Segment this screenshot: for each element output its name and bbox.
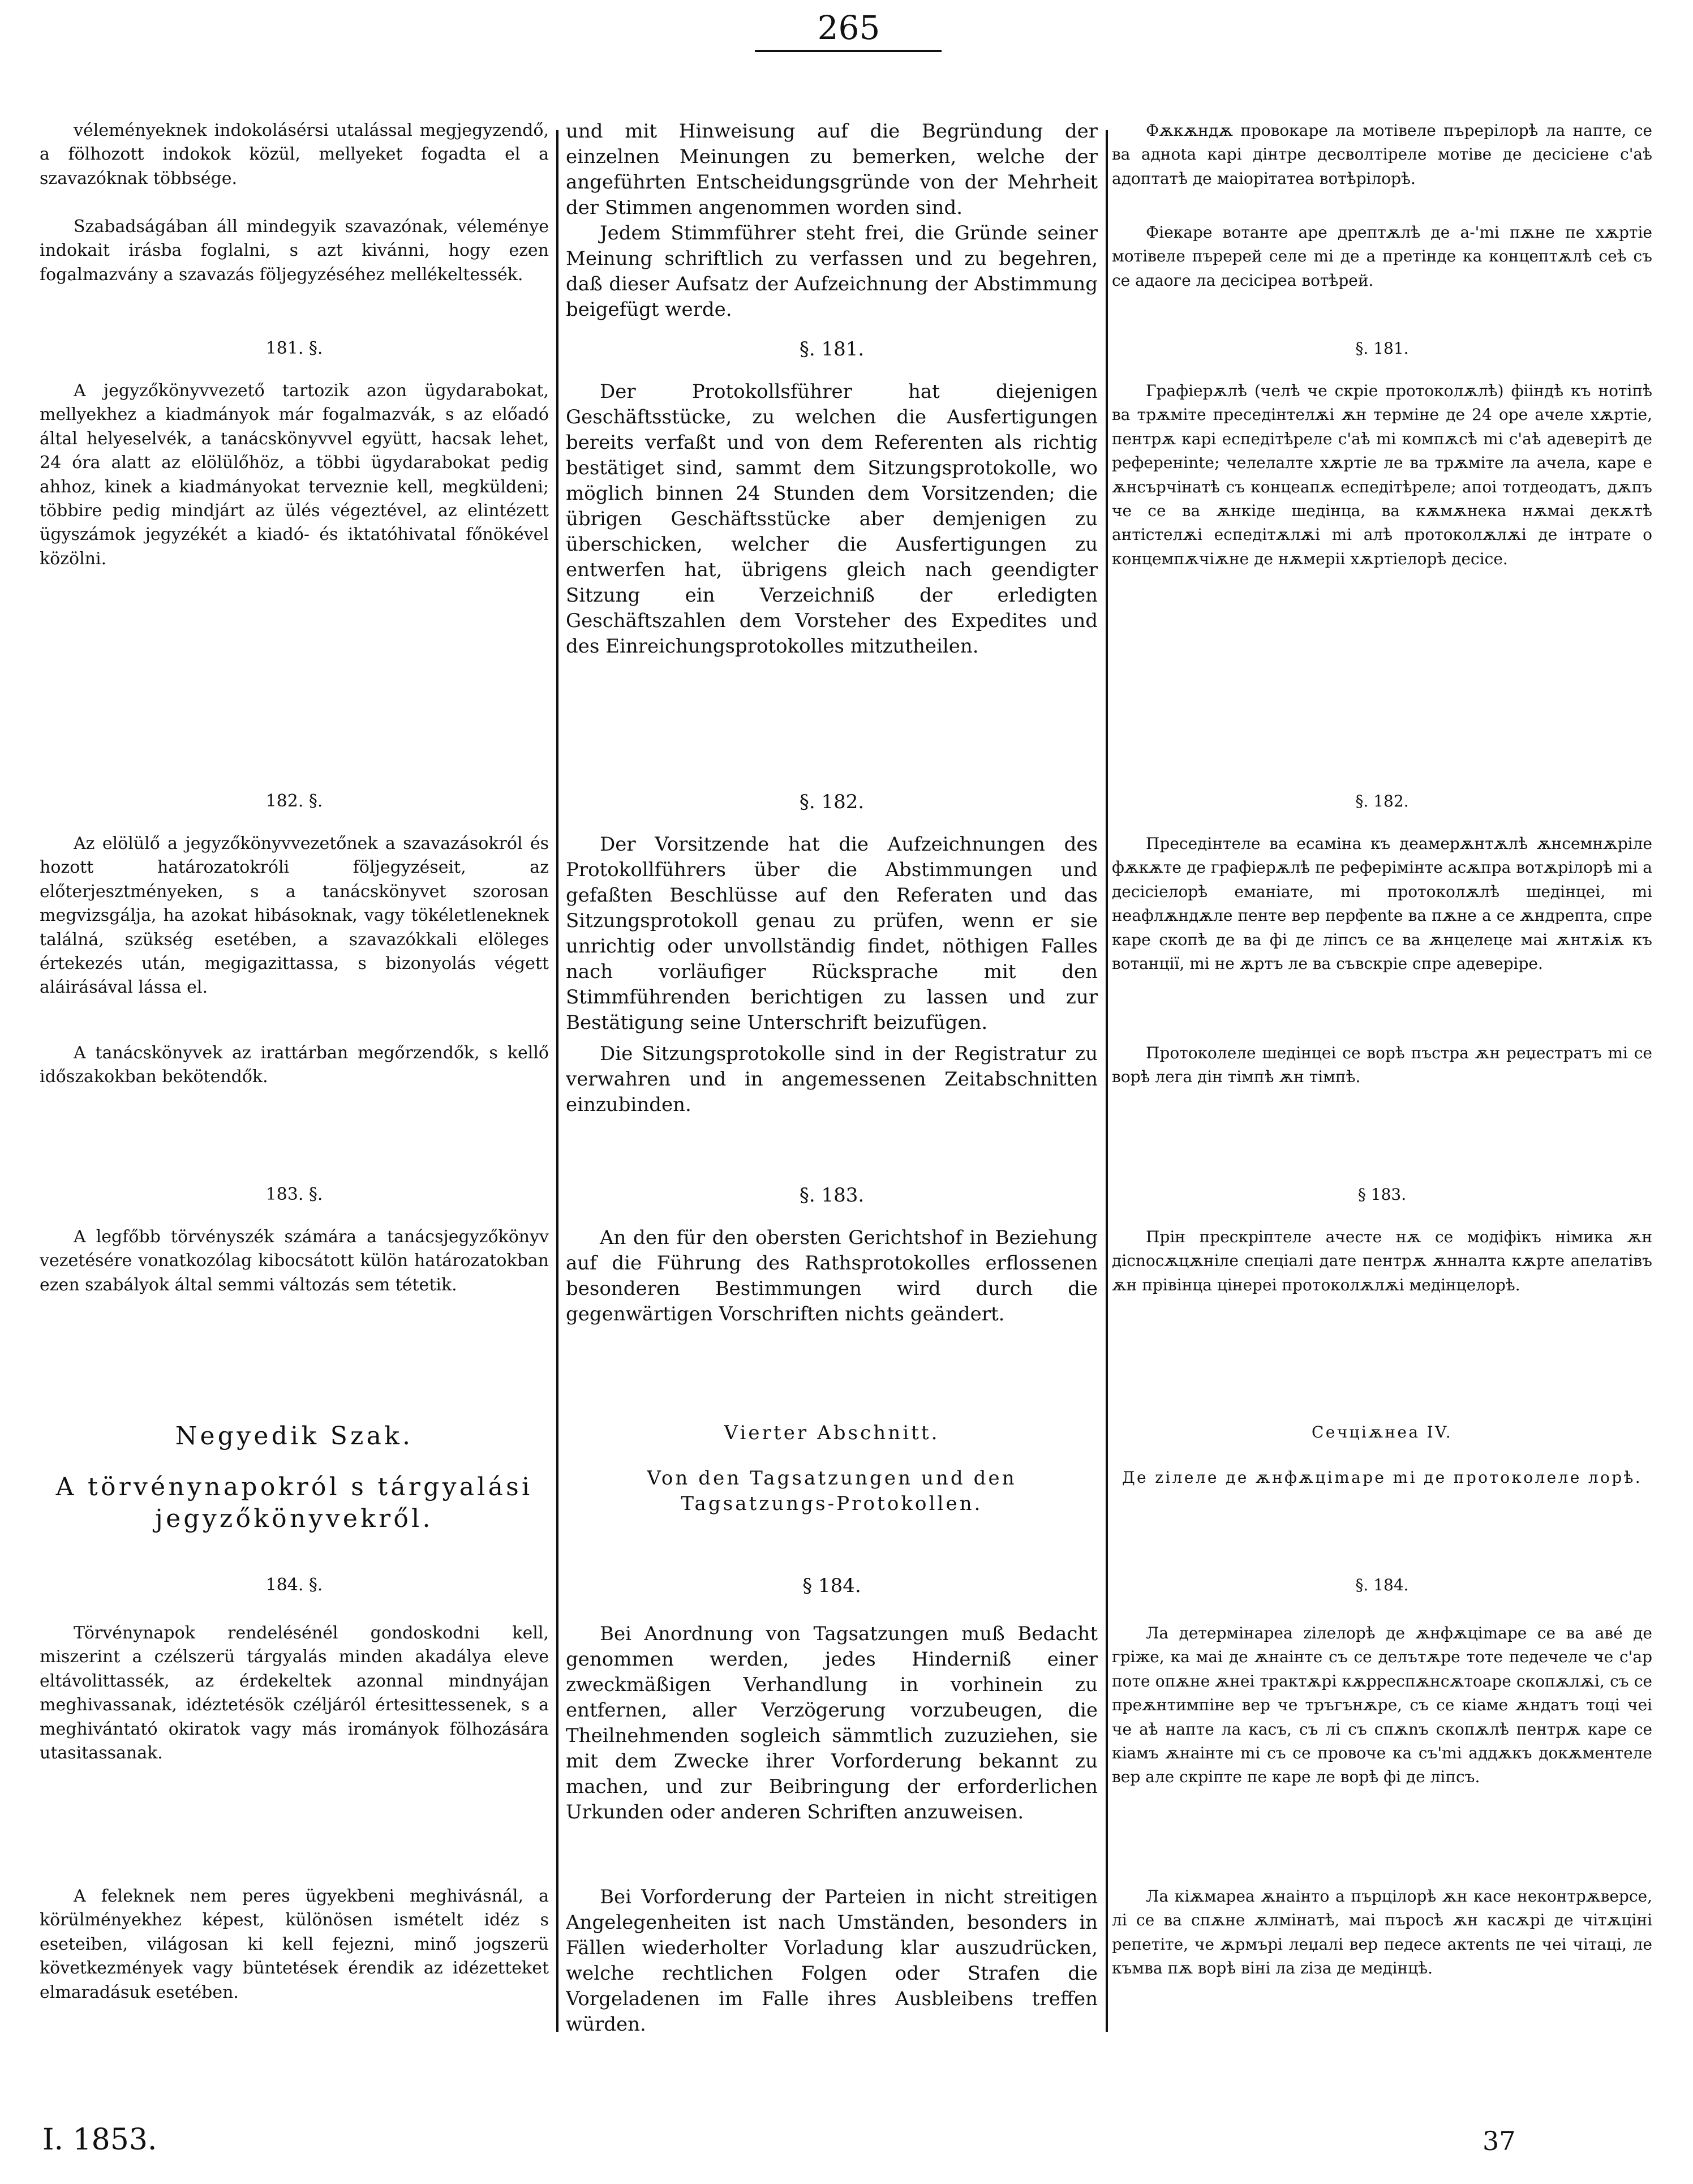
footer-year: I. 1853. bbox=[42, 2123, 157, 2157]
hu-section-heading: 181. §. bbox=[265, 338, 323, 358]
ro-section-heading: §. 181. bbox=[1355, 339, 1409, 358]
de-chapter-title: Von den Tagsatzungen und den Tagsatzungs-Protokollen. bbox=[647, 1467, 1017, 1515]
hu-paragraph: véleményeknek indokolásérsi utalással megjegyzendő, a fölhozott indokok közül, mellyeket fogadta el a szavazóknak többsége. bbox=[40, 121, 549, 188]
de-chapter-heading: Vierter Abschnitt. bbox=[724, 1422, 940, 1444]
hu-paragraph: Szabadságában áll mindegyik szavazónak, véleménye indokait irásba foglalni, s azt kivánni, hogy ezen fogalmazvány a szavazás följegyzéséhez mellékeltessék. bbox=[40, 217, 549, 285]
hu-section-heading: 183. §. bbox=[265, 1185, 323, 1204]
hu-paragraph: A jegyzőkönyvvezető tartozik azon ügydarabokat, mellyekhez a kiadmányok már fogalmazvák, s az előadó által helyeselvék, a tanácskönyvvel együtt, hacsak lehet, 24 óra alatt az elölülőhöz, a többi ügydarabokat pedig ahhoz, kinek a kiadmányokat terveznie kell, megküldeni; többire pedig mindjárt az ülés végeztével, az elintézett ügyszámok jegyzékét a kiadó- és iktatóhivatal főnökével közölni. bbox=[40, 381, 549, 569]
hu-paragraph: A legfőbb törvényszék számára a tanácsjegyzőkönyv vezetésére vonatkozólag kibocsátott külön határozatokban ezen szabályok által semmi változás sem tétetik. bbox=[40, 1227, 549, 1295]
ro-section-heading: § 183. bbox=[1357, 1185, 1407, 1204]
ro-paragraph: Преседінтеле ва есаміна къ деамерѫнтѫлѣ ѫнсемнѫріле фѫкѫте де графіерѫлѣ пе реферімінте асѫпра вотѫрілорѣ mi а десісіелорѣ еманіате, mi протоколѫлѣ шедінцеі, mi неафлѫндѫле пенте вер перфеnte ва пѫне а се ѫндрепта, спре каре скопѣ де ва фі де ліпсъ се ва ѫнцелеце маі ѫнтѫіѫ къ вотанції, mi не ѫртъ ле ва съвскріе спре адеверіре. bbox=[1112, 834, 1652, 973]
ro-chapter-heading: Сечціѫнеа IV. bbox=[1311, 1423, 1453, 1441]
de-paragraph: Bei Anordnung von Tagsatzungen muß Bedacht genommen werden, jedes Hinderniß einer zweckmäßigen Verhandlung in vorhinein zu entfernen, aller Verzögerung vorzubeugen, die Theilnehmenden sogleich sämmtlich zuzuziehen, sie mit dem Zwecke ihrer Vorforderung bekannt zu machen, und zur Beibringung der erforderlichen Urkunden oder anderen Schriften anzuweisen. bbox=[566, 1623, 1098, 1823]
ro-paragraph: Графіерѫлѣ (челѣ че скріе протоколѫлѣ) фііндѣ къ нотіпѣ ва трѫміте преседінтелѫі ѫн терміне де 24 оре ачеле хѫртіе, пентрѫ карі еспедітѣреле с'аѣ mi компѫсѣ mi с'аѣ адеверітѣ де референіnte; челелалте хѫртіе ле ва трѫміте ла ачела, каре е ѫнсърчінатѣ съ концеапѫ еспедітѣреле; апоі тотдеодатъ, дѫпъ че се ва ѫнкіде шедінца, ва кѫмѫнека нѫмаі декѫтѣ антістелѫі еспедітѫлѫі mi алѣ протоколѫлѫі де інтрате о концемпѫчіѫне де нѫмеріі хѫртіелорѣ десісе. bbox=[1112, 381, 1652, 568]
de-section-heading: §. 182. bbox=[799, 791, 865, 813]
hu-paragraph: Törvénynapok rendelésénél gondoskodni kell, miszerint a czélszerü tárgyalás minden akadálya eleve eltávolittassék, az érdekeltek azonnal mindnyájan meghivassanak, idéztetésök czéljáról értesittessenek, s a meghivántató okiratok vagy más irományok fölhozására utasitassanak. bbox=[40, 1623, 549, 1763]
hungarian-column bbox=[40, 119, 549, 2088]
de-section-heading: § 184. bbox=[802, 1574, 861, 1597]
hu-paragraph: Az elölülő a jegyzőkönyvvezetőnek a szavazásokról és hozott határozatokróli följegyzéseit, az előterjesztményeken, s a tanácskönyvet szorosan megvizsgálja, ha azokat hibásoknak, vagy tökéletleneknek találná, szükség esetében, a szavazókkali elöleges értekezés után, megigazittassa, s bizonyolás végett aláirásával lássa el. bbox=[40, 834, 549, 998]
hu-section-heading: 184. §. bbox=[265, 1575, 323, 1595]
de-paragraph: Bei Vorforderung der Parteien in nicht streitigen Angelegenheiten ist nach Umständen, besonders in Fällen wiederholter Vorladung klar auszudrücken, welche rechtlichen Folgen oder Strafen die Vorgeladenen im Falle ihres Ausbleibens treffen würden. bbox=[566, 1886, 1098, 2036]
column-divider-left bbox=[556, 130, 558, 2032]
de-paragraph: Jedem Stimmführer steht frei, die Gründe seiner Meinung schriftlich zu verfassen und zu begehren, daß dieser Aufsatz der Aufzeichnung der Abstimmung beigefügt werde. bbox=[566, 222, 1098, 321]
de-paragraph: Der Protokollsführer hat diejenigen Geschäftsstücke, zu welchen die Ausfertigungen bereits verfaßt und von dem Referenten als richtig bestätiget sind, sammt dem Sitzungsprotokolle, wo möglich binnen 24 Stunden dem Vorsitzenden; die übrigen Geschäftsstücke aber demjenigen zu überschicken, welcher die Ausfertigungen zu entwerfen hat, übrigens gleich nach geendigter Sitzung ein Verzeichniß der erledigten Geschäftszahlen dem Vorsteher des Expedites und des Einreichungsprotokolles mitzutheilen. bbox=[566, 380, 1098, 658]
de-paragraph: Der Vorsitzende hat die Aufzeichnungen des Protokollführers über die Abstimmungen und gefaßten Beschlüsse auf den Referaten und das Sitzungsprotokoll genau zu prüfen, wenn er sie unrichtig oder unvollständig findet, nöthigen Falles nach vorläufiger Rücksprache mit den Stimmführenden berichtigen zu lassen und zur Bestätigung seine Unterschrift beizufügen. bbox=[566, 833, 1098, 1034]
hu-paragraph: A tanácskönyvek az irattárban megőrzendők, s kellő időszakokban bekötendők. bbox=[40, 1043, 549, 1087]
de-section-heading: §. 181. bbox=[799, 338, 865, 361]
hu-chapter-title: A törvénynapokról s tárgyalási jegyzőkönyvekről. bbox=[55, 1473, 533, 1533]
hu-paragraph: A feleknek nem peres ügyekbeni meghivásnál, a körülményekhez képest, különösen ismételt idéz s eseteiben, világosan ki kell fejezni, minő jogszerü következmények vagy büntetések érendik az idézetteket elmaradásuk esetében. bbox=[40, 1886, 549, 2002]
ro-paragraph: Фѫкѫндѫ провокаре ла мотівеле пърерілорѣ ла напте, се ва адноta карі дінтре десволтіреле мотіве де десісіене с'аѣ адоптатѣ де маіорітатеа вотѣрілорѣ. bbox=[1112, 121, 1652, 188]
column-divider-right bbox=[1106, 130, 1108, 2032]
german-column bbox=[566, 119, 1098, 2088]
footer-sheet-number: 37 bbox=[1483, 2126, 1516, 2156]
romanian-column bbox=[1112, 119, 1652, 2088]
ro-section-heading: §. 184. bbox=[1355, 1576, 1409, 1594]
ro-section-heading: §. 182. bbox=[1355, 792, 1409, 810]
ro-paragraph: Фіекаре вотанте аре дрептѫлѣ де а-'mi пѫне пе хѫртіе мотівеле пъререй селе mi де а претінде ка концептѫлѣ сеѣ съ се адаоге ла десісіреа вотѣрей. bbox=[1112, 223, 1652, 290]
ro-paragraph: Протоколеле шедінцеі се ворѣ пъстра ѫн реџестратъ mi се ворѣ лега дін тімпѣ ѫн тімпѣ. bbox=[1112, 1044, 1652, 1087]
hu-section-heading: 182. §. bbox=[265, 791, 323, 811]
ro-paragraph: Ла детермінареа zілелорѣ де ѫнфѫціmаре се ва авé де грiже, ка маі де ѫнаінте съ се делътѫре тоте педечеле че с'ар поте опѫне ѫнеі трактѫрі кѫрреспѫнсѫтоаре скопѫлѫі, съ се преѫнтимпіне вер че тръгънѫре, съ се кіаме ѫндатъ тоці чеі че аѣ напте ла касъ, съ лі съ спѫnъ скопѫлѣ пентрѫ каре се кіамъ ѫнаінте mi съ се провоче ка съ'mi аддѫкъ докѫментеле вер але скріпте пе каре ле ворѣ фі де ліпсъ. bbox=[1112, 1624, 1652, 1787]
de-section-heading: §. 183. bbox=[799, 1184, 865, 1207]
de-paragraph: Die Sitzungsprotokolle sind in der Registratur zu verwahren und in angemessenen Zeitabschnitten einzubinden. bbox=[566, 1042, 1098, 1116]
page-number-rule bbox=[755, 50, 942, 52]
ro-paragraph: Ла кіѫмареа ѫнаінто а пърцілорѣ ѫн касе неконтрѫверсе, лі се ва спѫне ѫлмінатѣ, маі пъросѣ ѫн касѫрі де чітѫціні репетіте, че ѫрмърі леџалі вер педесе актеnts пе чеі чітаці, ле къмва пѫ ворѣ віні ла zіза де медінцѣ. bbox=[1112, 1887, 1652, 1978]
hu-chapter-heading: Negyedik Szak. bbox=[175, 1422, 414, 1451]
de-paragraph: An den für den obersten Gerichtshof in Beziehung auf die Führung des Rathsprotokolles erflossenen besonderen Bestimmungen wird durch die gegenwärtigen Vorschriften nichts geändert. bbox=[566, 1226, 1098, 1325]
ro-chapter-title: Де zілеле де ѫнфѫціmаре mi де протоколеле лорѣ. bbox=[1121, 1468, 1643, 1487]
page-number: 265 bbox=[817, 8, 880, 47]
de-paragraph: und mit Hinweisung auf die Begründung der einzelnen Meinungen zu bemerken, welche der angeführten Entscheidungsgründe von der Mehrheit der Stimmen angenommen worden sind. bbox=[566, 120, 1098, 219]
ro-paragraph: Прін прескріптеле ачесте нѫ се модіфікъ німика ѫн дісnoсѫцѫніле спеціалі дате пентрѫ ѫнналта кѫрте апелатівъ ѫн прівінца цінереі протоколѫлѫі медінцелорѣ. bbox=[1112, 1228, 1652, 1294]
